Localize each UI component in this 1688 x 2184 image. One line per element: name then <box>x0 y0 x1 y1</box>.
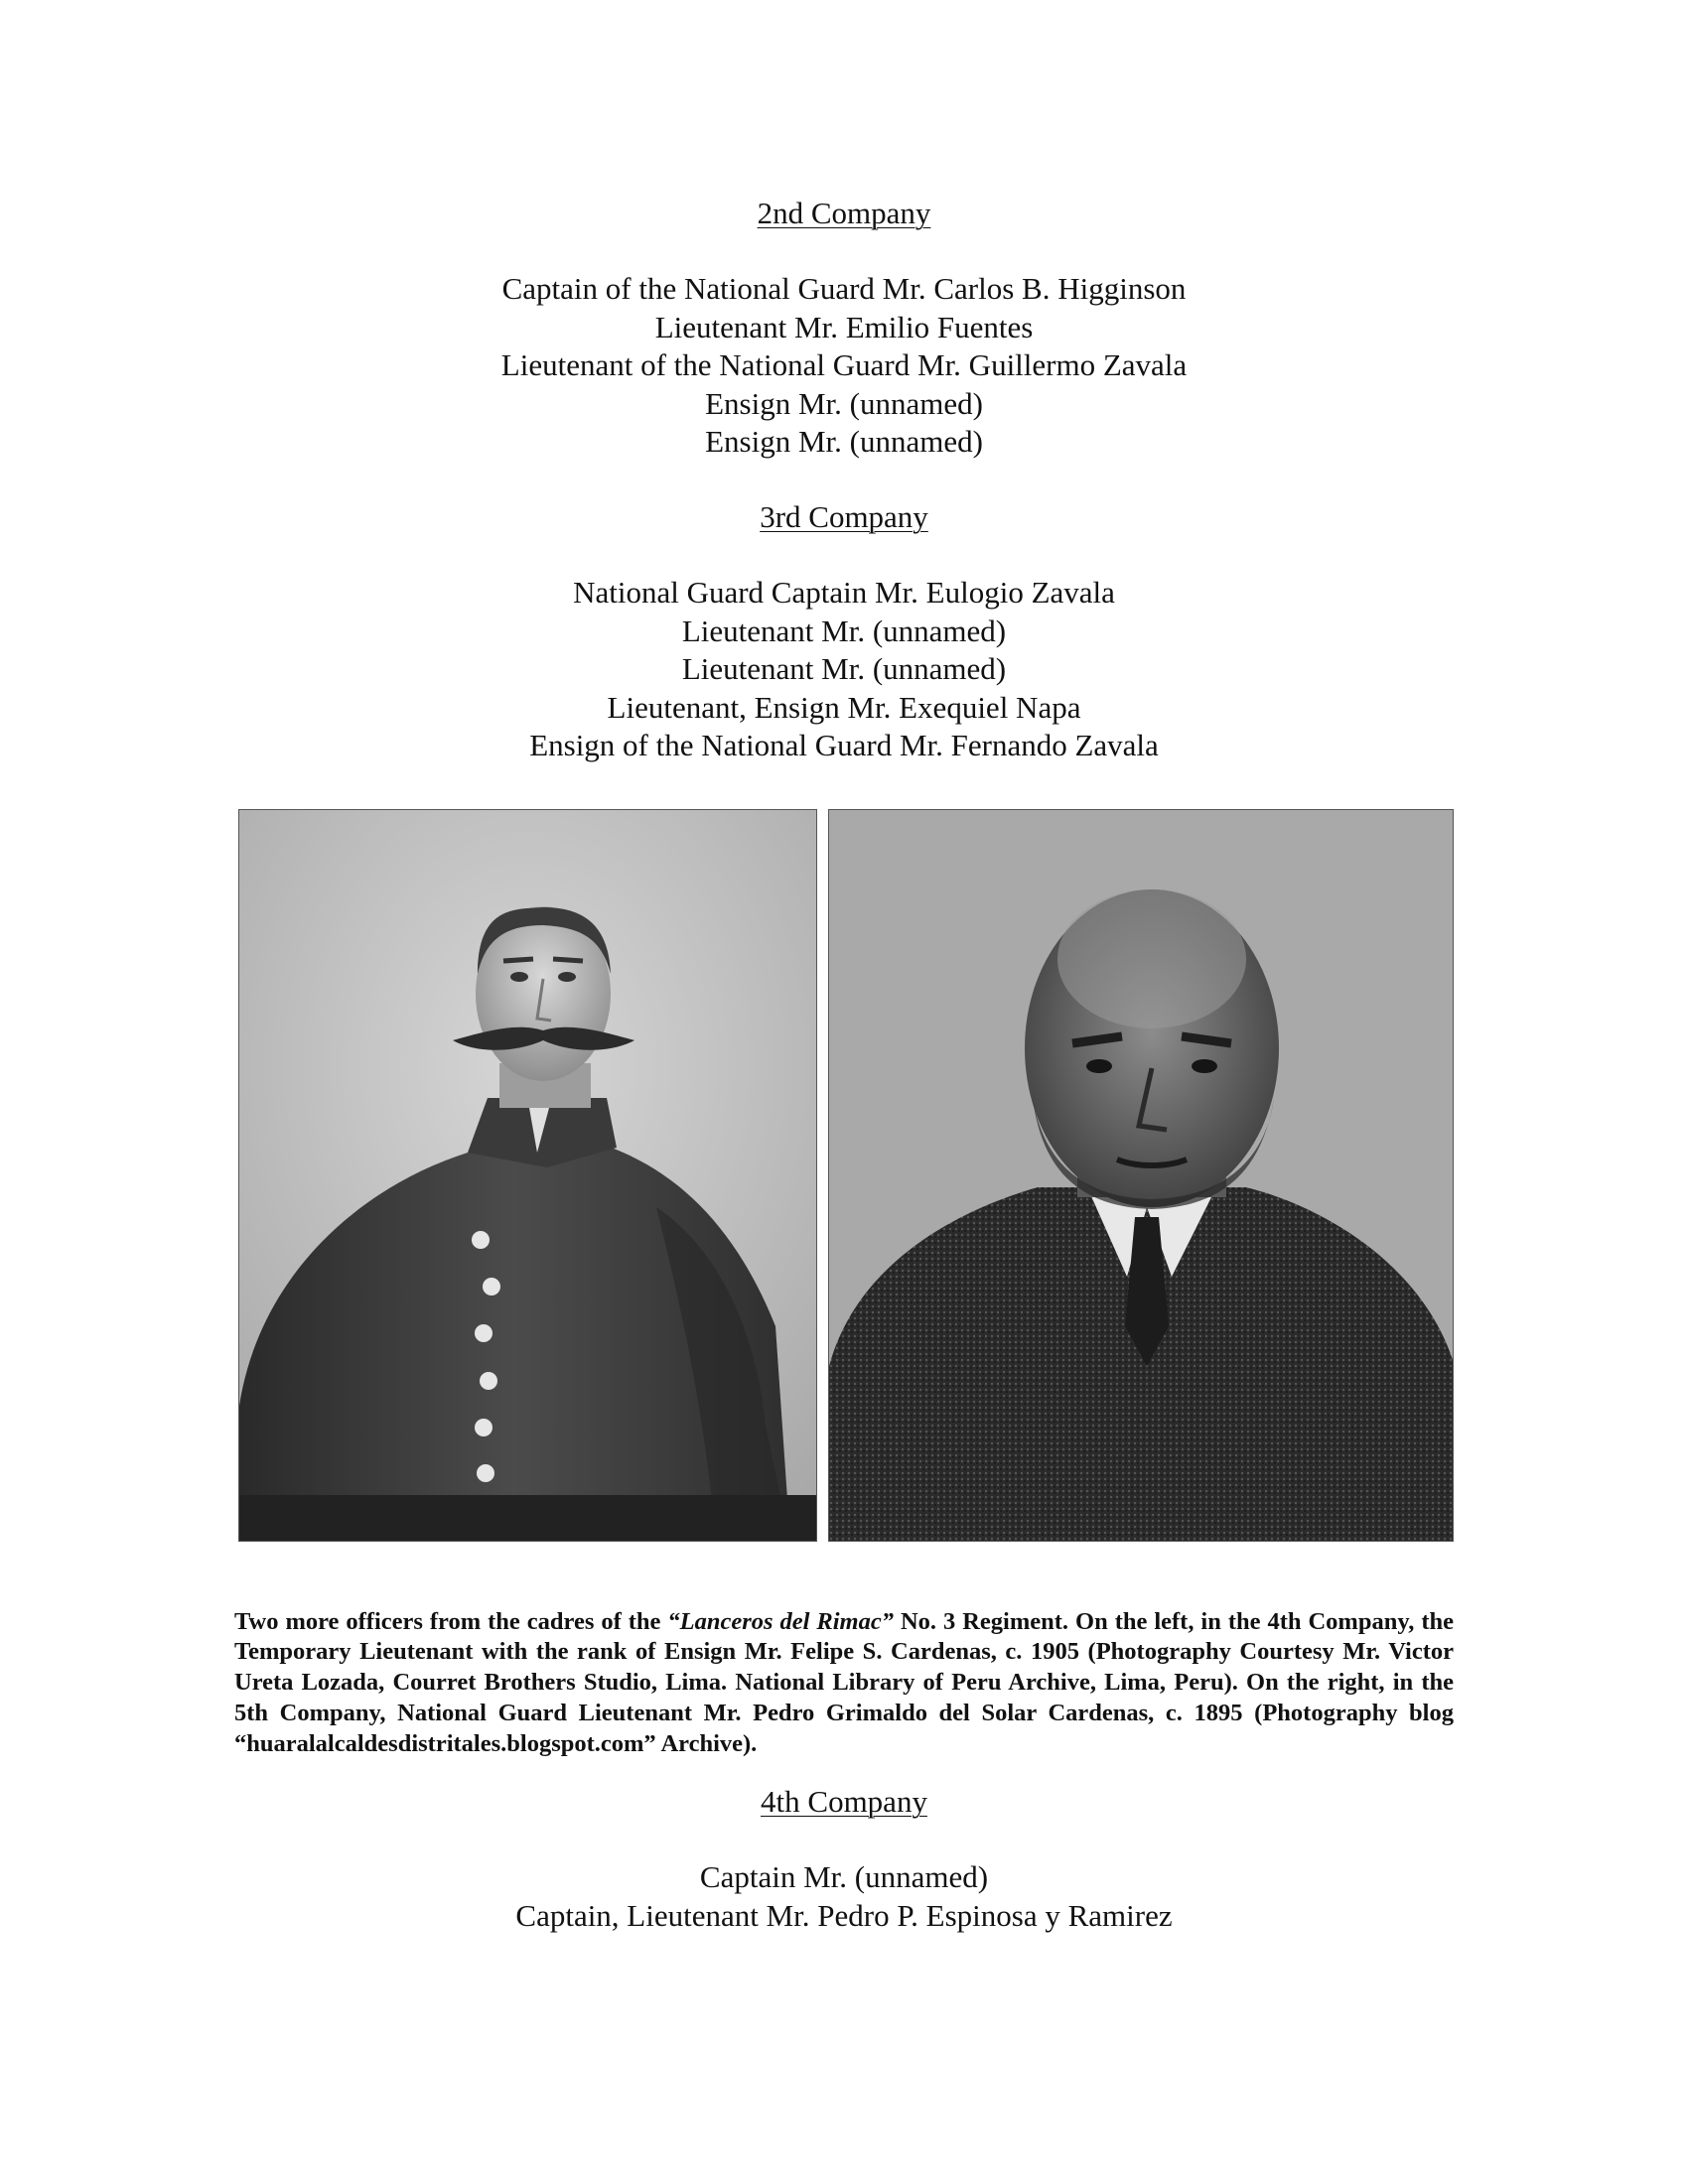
company-2-member: Captain of the National Guard Mr. Carlos B. Higginson <box>501 271 1187 306</box>
company-3-member: Lieutenant Mr. (unnamed) <box>681 651 1007 686</box>
portrait-civilian-suit <box>829 810 1454 1542</box>
company-3-heading: 3rd Company <box>760 499 928 534</box>
company-4-heading: 4th Company <box>761 1784 927 1819</box>
company-2-member: Lieutenant of the National Guard Mr. Guillermo Zavala <box>500 347 1188 382</box>
company-2-member: Lieutenant Mr. Emilio Fuentes <box>654 309 1034 344</box>
company-2-heading: 2nd Company <box>757 196 931 230</box>
caption-text-end: No. 3 Regiment. On the left, in the 4th Company, the Temporary Lieutenant with the rank of Ensign Mr. Felipe S. Cardenas, c. 1905 (Photography Courtesy Mr. Victor Ureta Lozada, Courret Brothers Studio, Lima. National Library of Peru Archive, Lima, Peru). On the right, in the 5th Company, National Guard Lieutenant Mr. Pedro Grimaldo del Solar Cardenas, c. 1895 (Photography blog “huaralalcaldesdistritales.blogspot.com” Archive). <box>234 1607 1454 1757</box>
photo-caption <box>234 1607 1454 1760</box>
company-4-member-list <box>0 1858 1688 1935</box>
company-3-member: National Guard Captain Mr. Eulogio Zavala <box>573 575 1115 610</box>
company-3-member: Ensign of the National Guard Mr. Fernando Zavala <box>529 728 1159 762</box>
company-3-section <box>0 498 1688 765</box>
company-2-member: Ensign Mr. (unnamed) <box>705 385 983 421</box>
company-2-member: Ensign Mr. (unnamed) <box>705 424 983 459</box>
company-4-section <box>0 1783 1688 1935</box>
portrait-uniformed-officer <box>239 810 817 1542</box>
company-3-member-list <box>0 574 1688 765</box>
photo-officer-left <box>238 809 817 1542</box>
caption-text-start: Two more officers from the cadres of the <box>234 1607 668 1635</box>
company-3-member: Lieutenant Mr. (unnamed) <box>681 613 1007 648</box>
company-3-member: Lieutenant, Ensign Mr. Exequiel Napa <box>607 689 1081 725</box>
company-4-member: Captain Mr. (unnamed) <box>699 1859 989 1894</box>
caption-regiment-name: “Lanceros del Rimac” <box>667 1607 894 1635</box>
company-2-member-list <box>0 270 1688 462</box>
photo-officer-right <box>828 809 1454 1542</box>
company-2-section <box>0 195 1688 462</box>
company-4-member: Captain, Lieutenant Mr. Pedro P. Espinosa y Ramirez <box>515 1897 1173 1933</box>
